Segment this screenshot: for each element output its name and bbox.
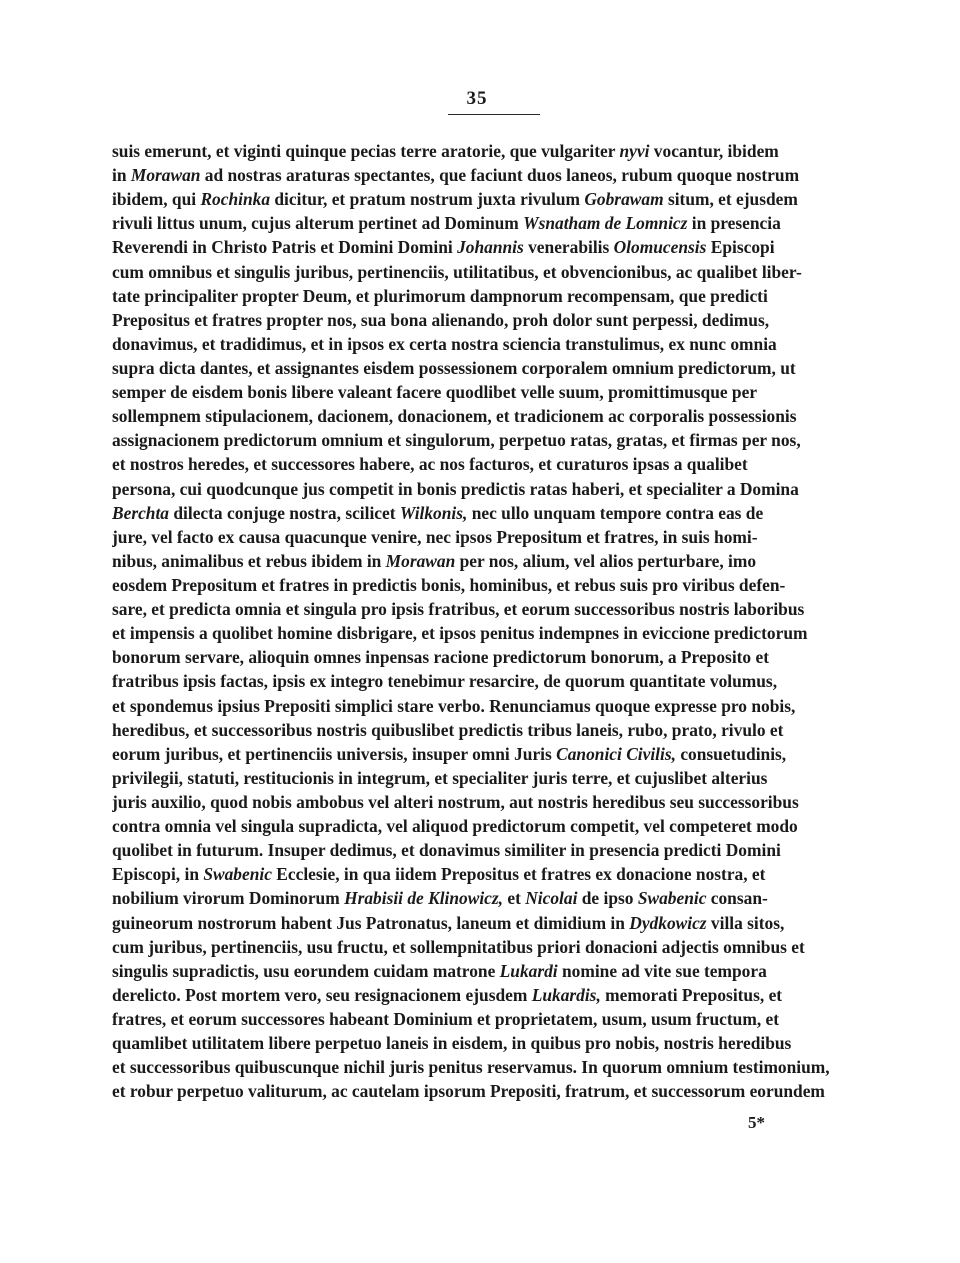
italic-name: Hrabisii de Klinowicz, — [344, 888, 504, 909]
text-run: jure, vel facto ex causa quacunque venire, nec ipsos Prepositum et fratres, in suis homi- — [112, 526, 758, 547]
italic-name: nyvi — [619, 141, 650, 161]
text-run: ibidem, qui — [112, 189, 201, 210]
text-line — [112, 814, 850, 838]
text-line — [112, 284, 850, 308]
text-run: donavimus, et tradidimus, et in ipsos ex certa nostra sciencia transtulimus, ex nunc omnia — [112, 333, 777, 354]
text-line — [112, 1079, 850, 1103]
text-line — [112, 573, 850, 597]
text-line — [112, 380, 850, 404]
text-line — [112, 163, 850, 187]
text-run: derelicto. Post mortem vero, seu resignacionem ejusdem — [112, 984, 532, 1005]
italic-name: Nicolai — [525, 888, 578, 909]
italic-name: Olomucensis — [613, 237, 707, 258]
text-run: privilegii, statuti, restitucionis in integrum, et specialiter juris terre, et cujuslibet alterius — [112, 767, 768, 788]
text-run: nec ullo unquam tempore contra eas de — [467, 502, 764, 523]
text-line — [112, 935, 850, 959]
text-line — [112, 428, 850, 452]
text-run: et spondemus ipsius Prepositi simplici stare verbo. Renunciamus quoque expresse pro nobis, — [112, 695, 796, 716]
italic-name: Lukardis, — [531, 984, 601, 1005]
text-line — [112, 766, 850, 790]
text-line — [112, 621, 850, 645]
text-line — [112, 742, 850, 766]
text-run: in — [112, 165, 131, 186]
text-line — [112, 1031, 850, 1055]
text-run: persona, cui quodcunque jus competit in bonis predictis ratas haberi, et specialiter a Domina — [112, 478, 799, 499]
text-run: heredibus, et successoribus nostris quibuslibet predictis tribus laneis, rubo, prato, rivulo et — [112, 719, 784, 740]
italic-name: Dydkowicz — [629, 912, 707, 933]
text-run: Episcopi, in — [112, 864, 204, 885]
text-run: situm, et ejusdem — [663, 189, 798, 210]
text-run: semper de eisdem bonis libere valeant facere quodlibet velle suum, promittimusque per — [112, 382, 758, 403]
text-run: quolibet in futurum. Insuper dedimus, et donavimus similiter in presencia predicti Domini — [112, 840, 781, 861]
text-line — [112, 452, 850, 476]
text-line — [112, 308, 850, 332]
text-run: contra omnia vel singula supradicta, vel aliquod predictorum competit, vel competeret modo — [112, 816, 798, 837]
text-line — [112, 669, 850, 693]
text-run: juris auxilio, quod nobis ambobus vel alteri nostrum, aut nostris heredibus seu successoribus — [112, 791, 799, 812]
text-line — [112, 356, 850, 380]
text-run: Ecclesie, in qua iidem Prepositus et fratres ex donacione nostra, et — [271, 864, 766, 885]
text-run: venerabilis — [523, 237, 614, 258]
text-line — [112, 235, 850, 259]
page-number: 35 — [466, 88, 488, 109]
text-run: et successoribus quibuscunque nichil juris penitus reservamus. In quorum omnium testimonium, — [112, 1057, 830, 1078]
text-run: et robur perpetuo valiturum, ac cautelam ipsorum Prepositi, fratrum, et successorum eorundem — [112, 1081, 825, 1102]
italic-name: Lukardi — [499, 960, 558, 981]
body-text — [112, 139, 850, 1103]
header-rule — [448, 114, 540, 115]
text-run: cum omnibus et singulis juribus, pertinenciis, utilitatibus, et obvencionibus, ac qualibet liber- — [112, 261, 802, 282]
text-line — [112, 404, 850, 428]
text-run: ad nostras araturas spectantes, que faciunt duos laneos, rubum quoque nostrum — [200, 165, 800, 186]
text-run: vocantur, ibidem — [649, 141, 779, 161]
text-run: fratribus ipsis factas, ipsis ex integro tenebimur resarcire, de quorum quantitate volumus, — [112, 671, 778, 692]
italic-name: Canonici Civilis, — [556, 743, 676, 764]
text-run: nobilium virorum Dominorum — [112, 888, 345, 909]
text-line — [112, 790, 850, 814]
text-run: consuetudinis, — [675, 743, 787, 764]
italic-name: Swabenic — [637, 888, 707, 909]
italic-name: Rochinka — [200, 189, 271, 210]
text-run: et — [503, 888, 526, 909]
text-run: Reverendi in Christo Patris et Domini Domini — [112, 237, 458, 258]
text-run: cum juribus, pertinenciis, usu fructu, et sollempnitatibus priori donacioni adjectis omnibus et — [112, 936, 805, 957]
text-line — [112, 886, 850, 910]
text-run: per nos, alium, vel alios perturbare, imo — [455, 550, 757, 571]
text-line — [112, 1007, 850, 1031]
text-run: suis emerunt, et viginti quinque pecias terre aratorie, que vulgariter — [112, 141, 620, 161]
text-run: memorati Prepositus, et — [600, 984, 783, 1005]
italic-name: Wsnatham de Lomnicz — [523, 213, 688, 234]
text-run: rivuli littus unum, cujus alterum pertinet ad Dominum — [112, 213, 524, 234]
text-run: Episcopi — [706, 237, 775, 258]
italic-name: Morawan — [385, 550, 456, 571]
text-run: sare, et predicta omnia et singula pro ipsis fratribus, et eorum successoribus nostris laboribus — [112, 599, 805, 620]
text-line — [112, 211, 850, 235]
text-run: dilecta conjuge nostra, scilicet — [169, 502, 400, 523]
text-run: singulis supradictis, usu eorundem cuidam matrone — [112, 960, 500, 981]
text-line — [112, 332, 850, 356]
text-line — [112, 477, 850, 501]
italic-name: Swabenic — [203, 864, 272, 885]
text-run: quamlibet utilitatem libere perpetuo laneis in eisdem, in quibus pro nobis, nostris heredibus — [112, 1033, 792, 1054]
text-line — [112, 260, 850, 284]
text-run: nomine ad vite sue tempora — [557, 960, 767, 981]
text-run: bonorum servare, alioquin omnes inpensas racione predictorum bonorum, a Preposito et — [112, 647, 769, 668]
text-run: villa sitos, — [706, 912, 785, 933]
text-run: et nostros heredes, et successores habere, ac nos facturos, et curaturos ipsas a qualibet — [112, 454, 748, 475]
italic-name: Johannis — [457, 237, 524, 258]
italic-name: Morawan — [130, 165, 201, 186]
text-run: guineorum nostrorum habent Jus Patronatus, laneum et dimidium in — [112, 912, 630, 933]
text-run: consan- — [706, 888, 768, 909]
text-line — [112, 911, 850, 935]
text-line — [112, 959, 850, 983]
text-line — [112, 549, 850, 573]
text-run: et impensis a quolibet homine disbrigare, et ipsos penitus indempnes in eviccione predictorum — [112, 623, 808, 644]
text-run: nibus, animalibus et rebus ibidem in — [112, 550, 386, 571]
text-line — [112, 862, 850, 886]
text-line — [112, 1055, 850, 1079]
text-line — [112, 718, 850, 742]
text-line — [112, 501, 850, 525]
text-line — [112, 694, 850, 718]
text-run: eorum juribus, et pertinenciis universis, insuper omni Juris — [112, 743, 557, 764]
text-line — [112, 983, 850, 1007]
text-run: in presencia — [687, 213, 781, 234]
text-line — [112, 597, 850, 621]
text-run: Prepositus et fratres propter nos, sua bona alienando, proh dolor sunt perpessi, dedimus, — [112, 309, 770, 330]
text-line — [112, 645, 850, 669]
text-line — [112, 187, 850, 211]
italic-name: Gobrawam — [584, 189, 664, 210]
text-run: dicitur, et pratum nostrum juxta rivulum — [270, 189, 585, 210]
text-run: supra dicta dantes, et assignantes eisdem possessionem corporalem omnium predictorum, ut — [112, 357, 796, 378]
italic-name: Wilkonis, — [399, 502, 468, 523]
italic-name: Berchta — [112, 502, 170, 523]
text-run: fratres, et eorum successores habeant Dominium et proprietatem, usum, usum fructum, et — [112, 1008, 780, 1029]
text-line — [112, 838, 850, 862]
text-run: eosdem Prepositum et fratres in predictis bonis, hominibus, et rebus suis pro viribus defen- — [112, 574, 786, 595]
text-line — [112, 139, 850, 163]
text-line — [112, 525, 850, 549]
text-run: tate principaliter propter Deum, et plurimorum dampnorum recompensam, que predicti — [112, 285, 768, 306]
text-run: sollempnem stipulacionem, dacionem, donacionem, et tradicionem ac corporalis possessionis — [112, 406, 797, 427]
signature-mark: 5* — [748, 1113, 765, 1132]
text-run: de ipso — [577, 888, 638, 909]
text-run: assignacionem predictorum omnium et singulorum, perpetuo ratas, gratas, et firmas per nos, — [112, 430, 801, 451]
